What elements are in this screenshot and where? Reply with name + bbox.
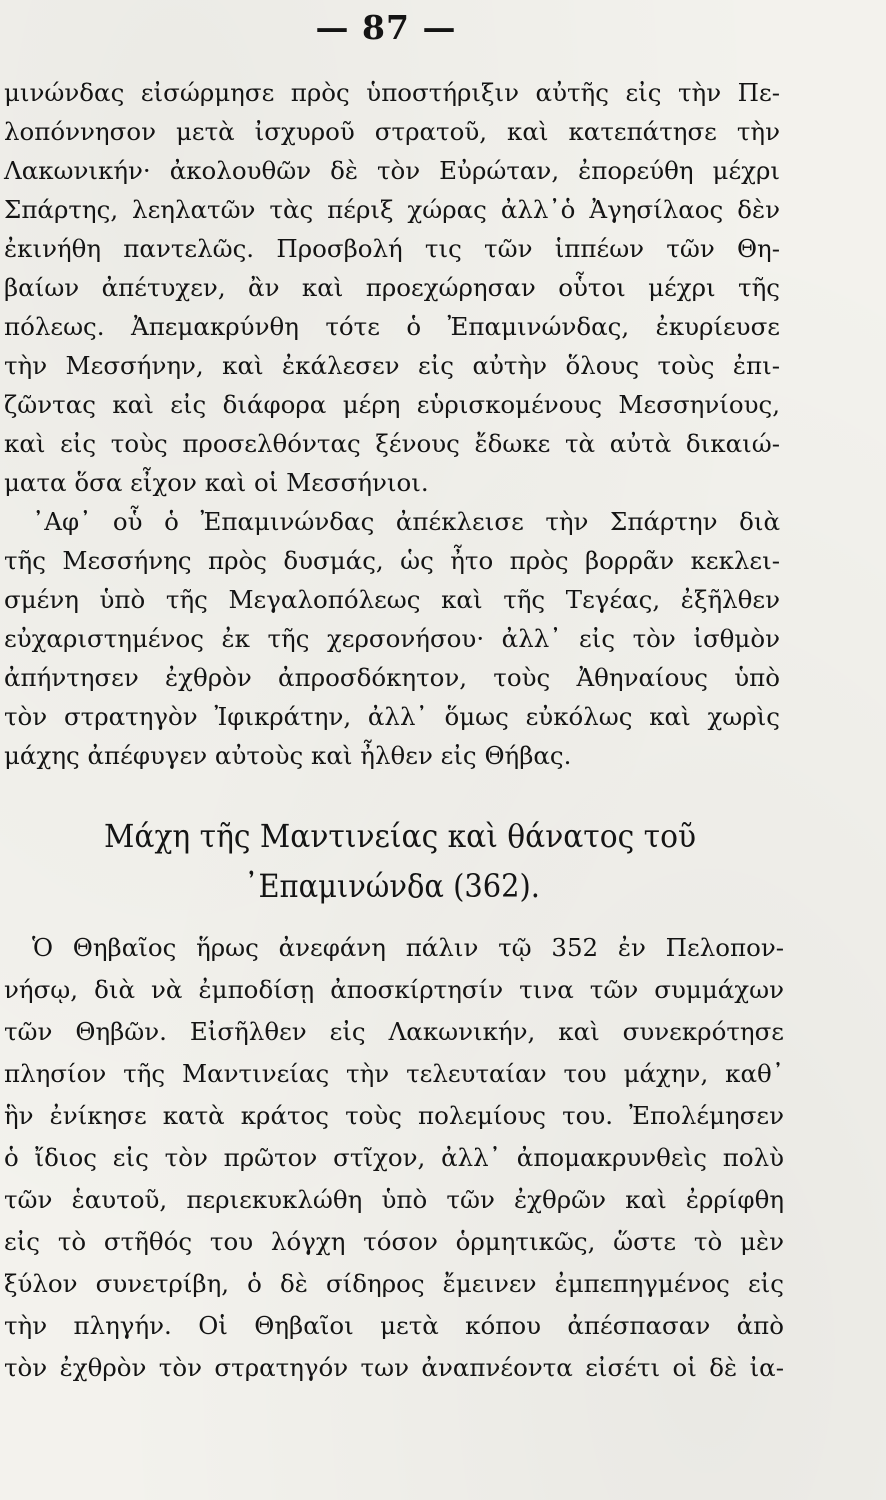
text-line: νήσῳ, διὰ νὰ ἐμποδίσῃ ἀποσκίρτησίν τινα τῶν συμμάχων <box>4 975 784 1004</box>
text-line: ξύλον συνετρίβη, ὁ δὲ σίδηρος ἔμεινεν ἐμπεπηγμένος εἰς <box>4 1269 784 1298</box>
text-line: βαίων ἀπέτυχεν, ἂν καὶ προεχώρησαν οὗτοι μέχρι τῆς <box>4 273 780 302</box>
text-line: Λακωνικήν· ἀκολουθῶν δὲ τὸν Εὐρώταν, ἐπορεύθη μέχρι <box>4 156 780 185</box>
text-line: πλησίον τῆς Μαντινείας τὴν τελευταίαν του μάχην, καθ᾽ <box>4 1059 784 1088</box>
text-line: ἐκινήθη παντελῶς. Προσβολή τις τῶν ἱππέων τῶν Θη- <box>4 234 780 263</box>
text-line: σμένη ὑπὸ τῆς Μεγαλοπόλεως καὶ τῆς Τεγέας, ἐξῆλθεν <box>4 585 780 614</box>
heading-line-2: ᾽Επαμινώνδα (362). <box>244 867 540 905</box>
text-line: ματα ὅσα εἶχον καὶ οἱ Μεσσήνιοι. <box>4 468 429 497</box>
text-line: καὶ εἰς τοὺς προσελθόντας ξένους ἔδωκε τὰ αὐτὰ δικαιώ- <box>4 429 780 458</box>
text-line: εἰς τὸ στῆθός του λόγχη τόσον ὁρμητικῶς, ὥστε τὸ μὲν <box>4 1227 784 1256</box>
text-line: ᾽Αφ᾽ οὗ ὁ Ἐπαμινώνδας ἀπέκλεισε τὴν Σπάρτην διὰ <box>32 507 780 536</box>
text-line: μάχης ἀπέφυγεν αὐτοὺς καὶ ἦλθεν εἰς Θήβας. <box>4 741 572 770</box>
text-line: μινώνδας εἰσώρμησε πρὸς ὑποστήριξιν αὐτῆς εἰς τὴν Πε- <box>4 78 780 107</box>
text-line: τῶν ἑαυτοῦ, περιεκυκλώθη ὑπὸ τῶν ἐχθρῶν καὶ ἐρρίφθη <box>4 1185 784 1214</box>
page-number: — 87 — <box>315 8 457 47</box>
text-line: εὐχαριστημένος ἐκ τῆς χερσονήσου· ἀλλ᾽ εἰς τὸν ἰσθμὸν <box>4 624 780 653</box>
text-line: Ὁ Θηβαῖος ἥρως ἀνεφάνη πάλιν τῷ 352 ἐν Πελοπον- <box>32 933 784 962</box>
heading-line-1: Μάχη τῆς Μαντινείας καὶ θάνατος τοῦ <box>104 817 696 855</box>
text-line: τῶν Θηβῶν. Εἰσῆλθεν εἰς Λακωνικήν, καὶ συνεκρότησε <box>4 1017 784 1046</box>
text-line: τὴν πληγήν. Οἱ Θηβαῖοι μετὰ κόπου ἀπέσπασαν ἀπὸ <box>4 1311 784 1340</box>
text-line: τῆς Μεσσήνης πρὸς δυσμάς, ὡς ἦτο πρὸς βορρᾶν κεκλει- <box>4 546 780 575</box>
text-line: τὸν στρατηγὸν Ἰφικράτην, ἀλλ᾽ ὅμως εὐκόλως καὶ χωρὶς <box>4 702 780 731</box>
text-line: ζῶντας καὶ εἰς διάφορα μέρη εὑρισκομένους Μεσσηνίους, <box>4 390 780 419</box>
text-line: λοπόννησον μετὰ ἰσχυροῦ στρατοῦ, καὶ κατεπάτησε τὴν <box>4 117 780 146</box>
text-line: τὴν Μεσσήνην, καὶ ἐκάλεσεν εἰς αὐτὴν ὅλους τοὺς ἐπι- <box>4 351 780 380</box>
text-line: Σπάρτης, λεηλατῶν τὰς πέριξ χώρας ἀλλ᾽ὁ Ἀγησίλαος δὲν <box>4 195 780 224</box>
text-line: πόλεως. Ἀπεμακρύνθη τότε ὁ Ἐπαμινώνδας, ἐκυρίευσε <box>4 312 780 341</box>
text-line: ἣν ἐνίκησε κατὰ κράτος τοὺς πολεμίους του. Ἐπολέμησεν <box>4 1101 784 1130</box>
text-line: τὸν ἐχθρὸν τὸν στρατηγόν των ἀναπνέοντα εἰσέτι οἱ δὲ ἰα- <box>4 1353 784 1382</box>
text-line: ὁ ἴδιος εἰς τὸν πρῶτον στῖχον, ἀλλ᾽ ἀπομακρυνθεὶς πολὺ <box>4 1143 784 1172</box>
text-line: ἀπήντησεν ἐχθρὸν ἀπροσδόκητον, τοὺς Ἀθηναίους ὑπὸ <box>4 663 780 692</box>
